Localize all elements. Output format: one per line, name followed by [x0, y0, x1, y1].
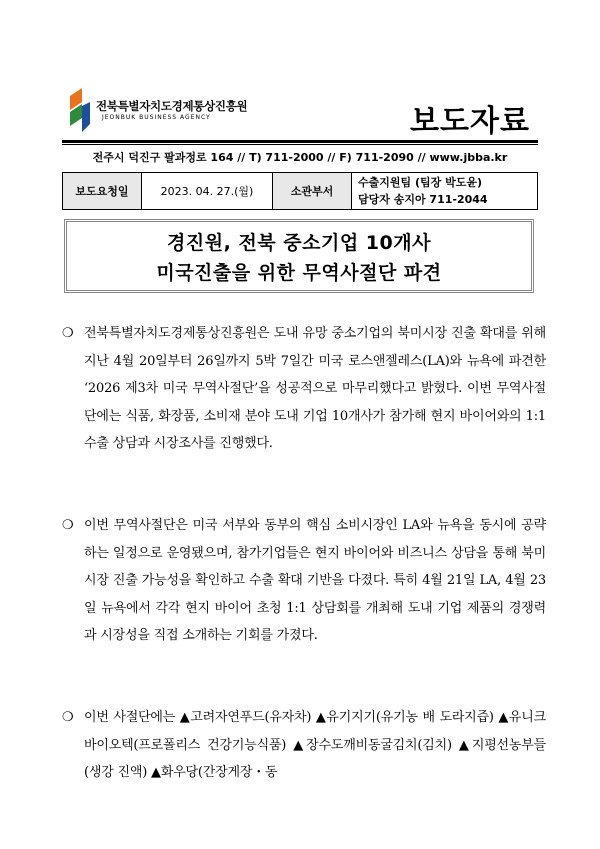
headline-box	[64, 219, 534, 293]
dept-contact-line: 담당자 송지아 711-2044	[358, 193, 488, 206]
bullet-icon: ❍	[62, 518, 74, 533]
dept-value	[352, 173, 538, 210]
bullet-icon: ❍	[62, 326, 74, 341]
contact-line: 전주시 덕진구 팔과정로 164 // T) 711-2000 // F) 711-2090 // www.jbba.kr	[92, 151, 508, 164]
bullet-icon: ❍	[62, 710, 74, 725]
org-logo	[68, 88, 248, 134]
org-name-ko: 전북특별자치도경제통상진흥원	[96, 99, 248, 113]
org-logo-icon	[68, 88, 92, 132]
headline-line-1: 경진원, 전북 중소기업 10개사	[167, 232, 431, 254]
request-date-label: 보도요청일	[63, 173, 142, 210]
paragraph-text: 전북특별자치도경제통상진흥원은 도내 유망 중소기업의 북미시장 진출 확대를 위해 지난 4월 20일부터 26일까지 5박 7일간 미국 로스앤젤레스(LA)와 뉴욕에 파견한 ‘2026 제3차 미국 무역사절단’을 성공적으로 마무리했다고 밝혔다. 이번 무역사절단에는 식품, 화장품, 소비재 분야 도내 기업 10개사가 참가해 현지 바이어와의 1:1 수출 상담과 시장조사를 진행했다.	[84, 326, 546, 451]
top-rule-thick	[62, 140, 538, 143]
dept-team-line: 수출지원팀 (팀장 박도윤)	[358, 176, 482, 189]
doc-type-title: 보도자료	[410, 104, 530, 139]
paragraph-text: 이번 무역사절단은 미국 서부와 동부의 핵심 소비시장인 LA와 뉴욕을 동시에 공략하는 일정으로 운영됐으며, 참가기업들은 현지 바이어와 비즈니스 상담을 통해 북미시장 진출 가능성을 확인하고 수출 확대 기반을 다졌다. 특히 4월 21일 LA, 4월 23일 뉴욕에서 각각 현지 바이어 초청 1:1 상담회를 개최해 도내 기업 제품의 경쟁력과 시장성을 직접 소개하는 기회를 가졌다.	[84, 518, 546, 643]
headline-line-2: 미국진출을 위한 무역사절단 파견	[156, 262, 442, 284]
body-paragraph	[62, 512, 546, 650]
request-date-value: 2023. 04. 27.(월)	[142, 173, 273, 210]
body-paragraph	[62, 704, 546, 787]
top-rule-thin	[62, 144, 538, 145]
paragraph-text: 이번 사절단에는 ▲고려자연푸드(유자차) ▲유기지기(유기농 배 도라지즙) ▲유니크바이오텍(프로폴리스 건강기능식품) ▲장수도깨비동굴김치(김치) ▲지평선농부들(생강 진액) ▲화우당(간장게장・동	[84, 710, 546, 780]
dept-label: 소관부서	[273, 173, 352, 210]
org-name-en: JEONBUK BUSINESS AGENCY	[102, 114, 211, 121]
info-table	[62, 172, 538, 210]
body-paragraph	[62, 320, 546, 458]
